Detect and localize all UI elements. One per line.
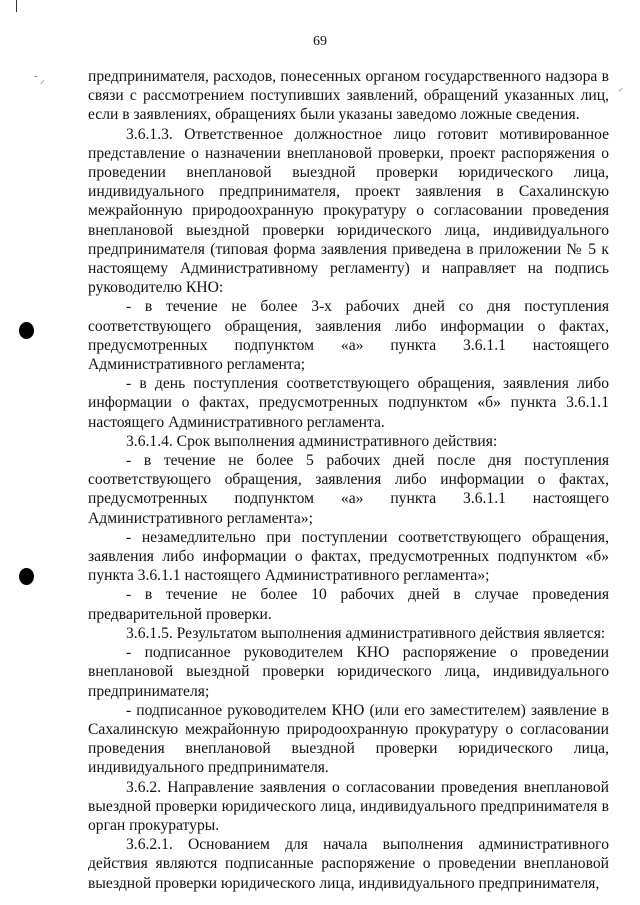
list-item: - незамедлительно при поступлении соответствующего обращения, заявления либо информации о фактах, предусмотренных подпунктом «б» пункта 3.6.1.1 настоящего Административного регламента»;	[88, 528, 609, 585]
scan-speck-right: ⸝	[618, 83, 623, 94]
paragraph: 3.6.2. Направление заявления о согласовании проведения внеплановой выездной проверки юридического лица, индивидуального предпринимателя в орган прокуратуры.	[88, 778, 609, 834]
paragraph: 3.6.1.3. Ответственное должностное лицо готовит мотивированное представление о назначении внеплановой проверки, проект распоряжения о проведении внеплановой выездной проверки юридического лица, индивидуального предпринимателя, проект заявления в Сахалинскую межрайонную природоохранную прокуратуру о согласовании проведения внеплановой выездной проверки юридического лица, индивидуального предпринимателя (типовая форма заявления приведена в приложении № 5 к настоящему Административному регламенту) и направляет на подпись руководителю КНО:	[88, 125, 609, 297]
list-item: - в день поступления соответствующего обращения, заявления либо информации о фактах, предусмотренных подпунктом «б» пункта 3.6.1.1 настоящего Административного регламента.	[88, 375, 609, 431]
paragraph: предпринимателя, расходов, понесенных органом государственного надзора в связи с рассмотрением поступивших заявлений, обращений указанных лиц, если в заявлениях, обращениях были указаны заведомо ложные сведения.	[88, 68, 609, 124]
scan-speck-left: ˘ ⸝	[34, 75, 45, 86]
list-item: - в течение не более 10 рабочих дней в случае проведения предварительной проверки.	[88, 586, 609, 623]
paragraph: 3.6.1.5. Результатом выполнения административного действия является:	[126, 624, 606, 642]
page-number: 69	[313, 34, 327, 49]
punch-hole-mark	[19, 322, 34, 339]
scan-edge-mark	[16, 0, 17, 12]
list-item: - в течение не более 5 рабочих дней после дня поступления соответствующего обращения, заявления либо информации о фактах, предусмотренных подпунктом «а» пункта 3.6.1.1 настоящего Административного регламента»;	[88, 452, 609, 527]
paragraph: 3.6.2.1. Основанием для начала выполнения административного действия являются подписанные распоряжение о проведении внеплановой выездной проверки юридического лица, индивидуального предпринимателя,	[88, 836, 609, 892]
paragraph: 3.6.1.4. Срок выполнения административного действия:	[126, 432, 498, 450]
list-item: - подписанное руководителем КНО распоряжение о проведении внеплановой выездной проверки юридического лица, индивидуального предпринимателя;	[88, 644, 609, 700]
punch-hole-mark	[19, 568, 34, 585]
list-item: - в течение не более 3-х рабочих дней со дня поступления соответствующего обращения, заявления либо информации о фактах, предусмотренных подпунктом «а» пункта 3.6.1.1 настоящего Административного регламента;	[88, 298, 609, 374]
list-item: - подписанное руководителем КНО (или его заместителем) заявление в Сахалинскую межрайонную природоохранную прокуратуру о согласовании проведения внеплановой выездной проверки юридического лица, индивидуального предпринимателя.	[88, 701, 609, 777]
document-body	[88, 67, 609, 893]
